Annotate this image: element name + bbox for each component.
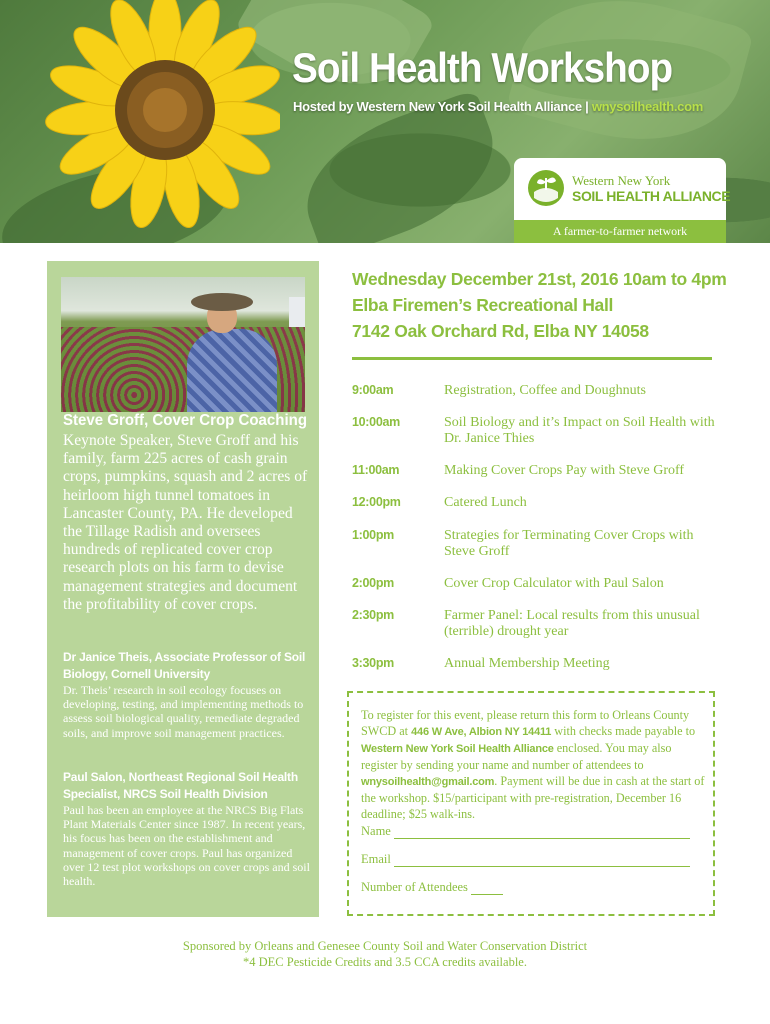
speaker2-bio: Dr. Theis’ research in soil ecology focuses on developing, testing, and implementing methods to assess soil biological quality, remediate degraded soils, and improve soil management practices. [63, 683, 304, 740]
farmer-hat [191, 293, 253, 311]
schedule-desc: Farmer Panel: Local results from this unusual (terrible) drought year [444, 608, 700, 639]
farmer-photo [61, 277, 305, 412]
tagline: A farmer-to-farmer network [514, 220, 726, 243]
logo-text-top: Western New York [572, 173, 671, 188]
email-input-line[interactable] [394, 855, 690, 867]
schedule-desc: Cover Crop Calculator with Paul Salon [444, 576, 664, 591]
reg-text-3: enclosed. You may also register by sending your name and number of attendees to [361, 741, 672, 772]
logo-text-bottom: SOIL HEALTH ALLIANCE [572, 188, 731, 204]
schedule-time: 9:00am [352, 383, 394, 397]
reg-address: 446 W Ave, Albion NY 14411 [411, 726, 552, 738]
credits-line: *4 DEC Pesticide Credits and 3.5 CCA credits available. [243, 955, 527, 969]
schedule-time: 11:00am [352, 463, 400, 477]
attendees-input-line[interactable] [471, 883, 503, 895]
schedule-time: 2:30pm [352, 608, 394, 622]
barn-shape [289, 297, 305, 327]
name-input-line[interactable] [394, 827, 690, 839]
keynote-bio: Keynote Speaker, Steve Groff and his family, farm 225 acres of cash grain crops, pumpkins, squash and 2 acres of heirloom high tunnel tomatoes in Lancaster County, PA. He developed the Tillage Radish and oversees hundreds of replicated cover crop research plots on his farm to devise management strategies and document the profitability of cover crops. [63, 432, 308, 613]
schedule-time: 10:00am [352, 415, 400, 429]
sprout-globe-icon [526, 168, 566, 208]
divider-line [352, 357, 712, 360]
reg-text-4: . Payment will be due in cash at the start of the workshop. $15/participant with pre-registration, December 16 deadline; $25 walk-ins. [361, 774, 705, 821]
header-banner [0, 0, 770, 243]
email-field[interactable] [361, 852, 690, 867]
host-text: Hosted by Western New York Soil Health Alliance | [293, 99, 592, 114]
registration-form [347, 691, 715, 916]
keynote-heading: Steve Groff, Cover Crop Coaching [63, 412, 308, 429]
email-label: Email [361, 852, 391, 866]
reg-payee: Western New York Soil Health Alliance [361, 743, 554, 755]
speaker3-heading: Paul Salon, Northeast Regional Soil Health Specialist, NRCS Soil Health Division [63, 770, 298, 801]
alliance-logo [514, 158, 731, 220]
schedule-time: 2:00pm [352, 576, 394, 590]
reg-text-2: with checks made payable to [551, 724, 696, 738]
host-line [293, 99, 763, 114]
registration-instructions [361, 707, 706, 822]
schedule-desc: Catered Lunch [444, 495, 527, 510]
schedule-desc: Annual Membership Meeting [444, 656, 610, 671]
farmer-shirt [187, 329, 277, 412]
sponsor-footer [0, 938, 770, 970]
speaker3-bio: Paul has been an employee at the NRCS Big Flats Plant Materials Center since 1987. In recent years, his focus has been on the establishment and management of cover crops. Paul has organized over 12 test plot workshops on cover crops and soil health. [63, 803, 310, 889]
attendees-field[interactable] [361, 880, 503, 895]
event-address: 7142 Oak Orchard Rd, Elba NY 14058 [352, 321, 649, 341]
schedule-time: 1:00pm [352, 528, 394, 542]
event-details [352, 266, 752, 344]
page-title: Soil Health Workshop [292, 44, 673, 91]
reg-text-1: To register for this event, please return this form to Orleans County SWCD at [361, 708, 690, 738]
schedule-desc: Registration, Coffee and Doughnuts [444, 383, 646, 398]
sponsor-line: Sponsored by Orleans and Genesee County Soil and Water Conservation District [182, 939, 588, 953]
schedule-desc: Strategies for Terminating Cover Crops with Steve Groff [444, 528, 694, 559]
speakers-sidebar [47, 261, 319, 917]
event-date-time: Wednesday December 21st, 2016 10am to 4pm [352, 269, 727, 289]
schedule-desc: Soil Biology and it’s Impact on Soil Health with Dr. Janice Thies [444, 415, 715, 446]
attendees-label: Number of Attendees [361, 880, 468, 894]
name-field[interactable] [361, 824, 690, 839]
schedule-desc: Making Cover Crops Pay with Steve Groff [444, 463, 685, 478]
speaker2-heading: Dr Janice Theis, Associate Professor of Soil Biology, Cornell University [63, 650, 306, 681]
reg-email-link[interactable]: wnysoilhealth@gmail.com [361, 776, 495, 788]
website-link[interactable]: wnysoilhealth.com [591, 99, 704, 114]
sunflower-image [20, 0, 280, 230]
schedule-time: 3:30pm [352, 656, 394, 670]
schedule-time: 12:00pm [352, 495, 401, 509]
name-label: Name [361, 824, 391, 838]
event-venue: Elba Firemen’s Recreational Hall [352, 295, 614, 315]
